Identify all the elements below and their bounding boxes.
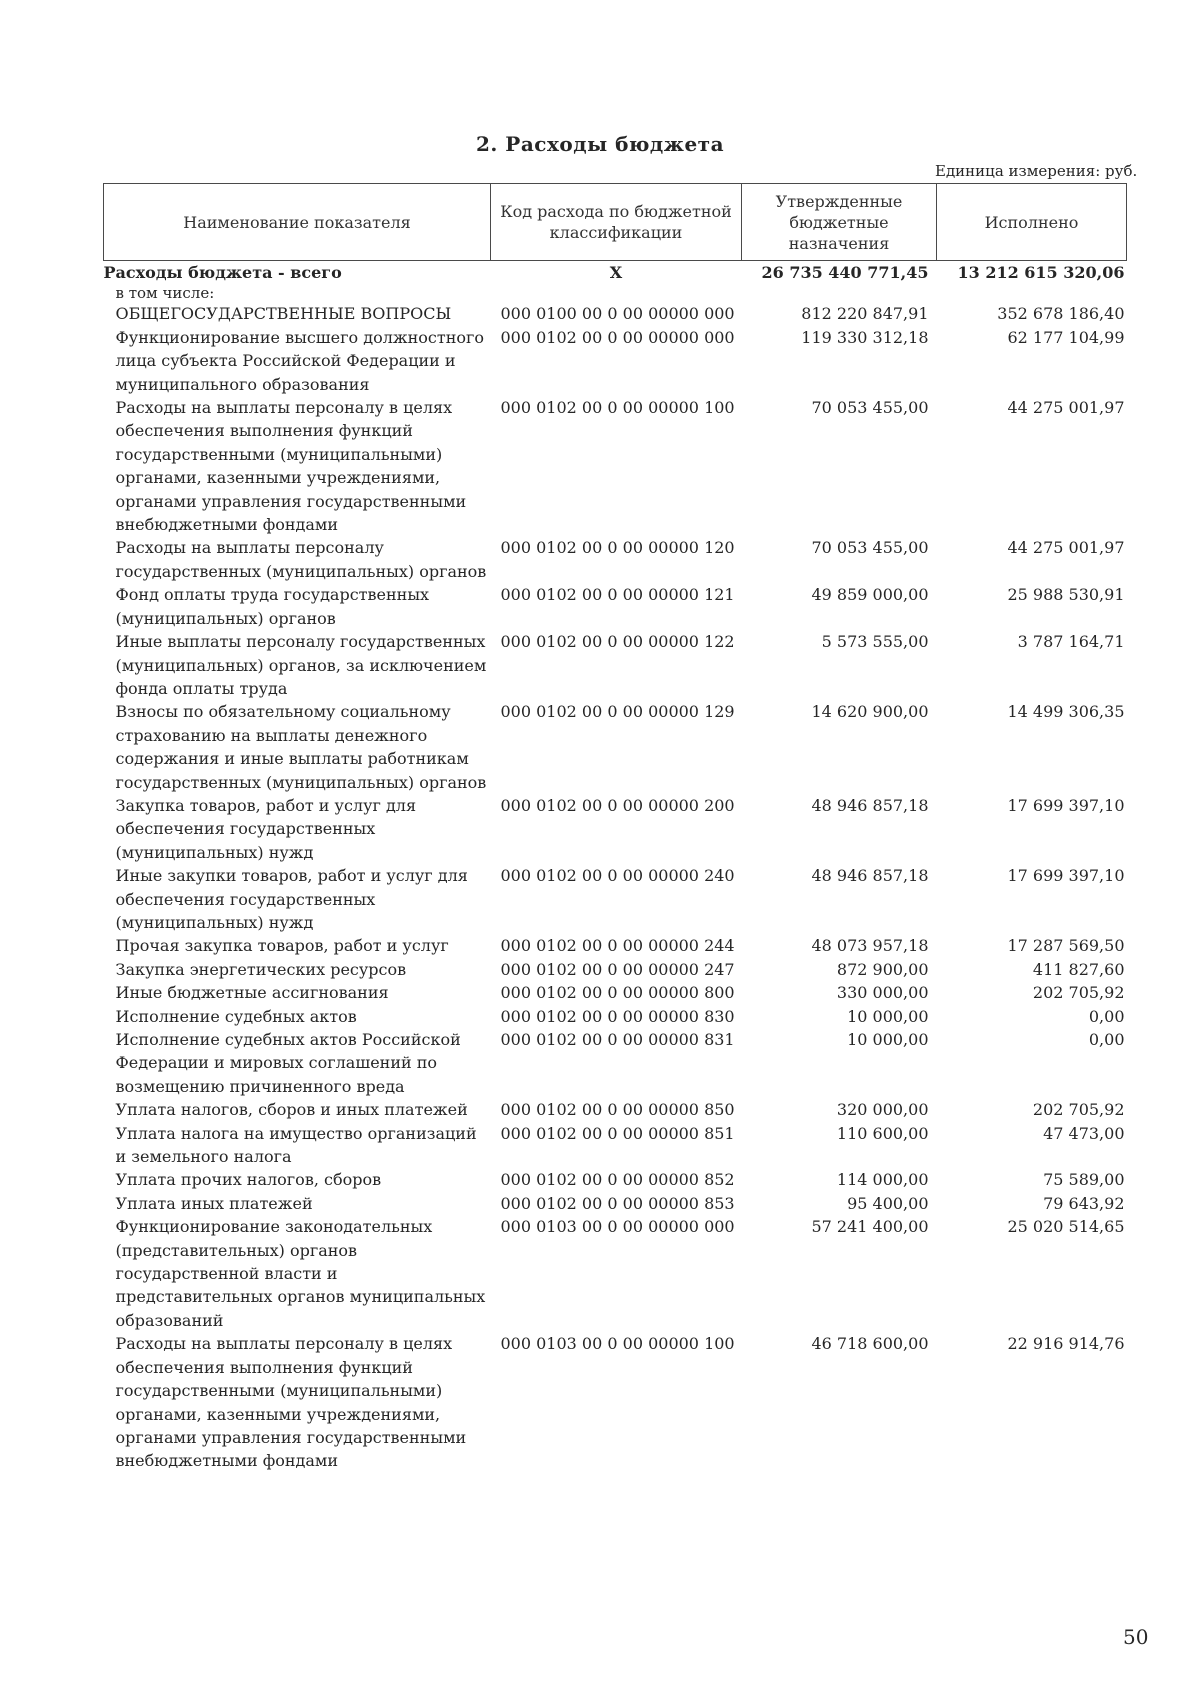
row-code: 000 0102 00 0 00 00000 240 [500,866,735,886]
row-code: 000 0103 00 0 00 00000 000 [500,1217,735,1237]
row-code: 000 0102 00 0 00 00000 831 [500,1030,735,1049]
row-executed: 411 827,60 [1032,959,1125,979]
row-executed: 202 705,92 [1032,1100,1125,1120]
row-approved: 330 000,00 [836,983,929,1003]
row-name: Иные бюджетные ассигнования [115,983,389,1003]
row-code: 000 0102 00 0 00 00000 852 [500,1170,735,1190]
row-code: 000 0102 00 0 00 00000 100 [500,398,735,418]
row-approved: 10 000,00 [847,1030,929,1049]
header-approved: Утвержденные бюджетные назначения [742,184,937,261]
row-executed: 17 287 569,50 [1007,936,1125,956]
table-row [104,1005,1127,1028]
row-code: 000 0102 00 0 00 00000 121 [500,585,735,605]
total-executed: 13 212 615 320,06 [957,263,1125,282]
row-name: Функционирование законодательных (представительных) органов государственной власти и представительных органов муниципальных образований [115,1217,486,1330]
row-name: Исполнение судебных актов Российской Федерации и мировых соглашений по возмещению причиненного вреда [115,1030,461,1096]
table-row [104,700,1127,794]
row-approved: 812 220 847,91 [801,304,929,324]
row-name: Расходы на выплаты персоналу в целях обеспечения выполнения функций государственными (муниципальными) органами, казенными учреждениями, органами управления государственными внебюджетными фондами [115,398,467,535]
row-executed: 44 275 001,97 [1007,398,1125,418]
row-name: Уплата налога на имущество организаций и земельного налога [115,1123,477,1167]
row-name: Взносы по обязательному социальному страхованию на выплаты денежного содержания и иные выплаты работникам государственных (муниципальных) органов [115,702,487,792]
row-approved: 5 573 555,00 [821,632,929,652]
row-code: 000 0102 00 0 00 00000 851 [500,1123,735,1143]
row-executed: 17 699 397,10 [1007,866,1125,886]
table-row [104,583,1127,630]
subtitle: в том числе: [115,284,215,303]
subtitle-row [104,284,1127,302]
table-row [104,630,1127,700]
row-executed: 47 473,00 [1043,1123,1125,1143]
table-row [104,326,1127,396]
expenses-table [103,183,1127,1473]
row-name: Закупка товаров, работ и услуг для обеспечения государственных (муниципальных) нужд [115,795,417,862]
row-approved: 70 053 455,00 [811,398,929,418]
row-executed: 0,00 [1088,1006,1125,1026]
row-name: Закупка энергетических ресурсов [115,959,407,979]
row-approved: 10 000,00 [847,1006,929,1026]
table-row [104,1192,1127,1215]
row-code: 000 0102 00 0 00 00000 122 [500,632,735,652]
row-approved: 48 946 857,18 [811,795,929,815]
row-code: 000 0102 00 0 00 00000 000 [500,327,735,347]
row-code: 000 0102 00 0 00 00000 850 [500,1100,735,1120]
row-code: 000 0102 00 0 00 00000 247 [500,959,735,979]
total-code: Х [609,263,623,282]
table-header-row [104,184,1127,261]
row-approved: 110 600,00 [836,1123,929,1143]
row-code: 000 0102 00 0 00 00000 800 [500,983,735,1003]
row-code: 000 0102 00 0 00 00000 120 [500,538,735,558]
row-name: Расходы на выплаты персоналу государственных (муниципальных) органов [115,538,487,581]
row-name: Прочая закупка товаров, работ и услуг [115,936,449,956]
table-row [104,794,1127,864]
row-approved: 872 900,00 [836,959,929,979]
table-row [104,981,1127,1004]
row-name: Иные закупки товаров, работ и услуг для обеспечения государственных (муниципальных) нужд [115,866,468,932]
row-code: 000 0102 00 0 00 00000 244 [500,936,735,956]
row-name: Фонд оплаты труда государственных (муниципальных) органов [115,585,430,628]
row-executed: 202 705,92 [1032,983,1125,1003]
row-approved: 119 330 312,18 [801,327,929,347]
row-code: 000 0102 00 0 00 00000 830 [500,1006,735,1026]
row-approved: 48 946 857,18 [811,866,929,886]
table-row [104,1215,1127,1332]
header-code: Код расхода по бюджетной классификации [491,184,742,261]
row-executed: 352 678 186,40 [997,304,1125,324]
table-row [104,958,1127,981]
row-name: Функционирование высшего должностного лица субъекта Российской Федерации и муниципального образования [115,327,485,394]
header-executed: Исполнено [937,184,1127,261]
row-approved: 46 718 600,00 [811,1334,929,1354]
table-row [104,1122,1127,1169]
row-name: ОБЩЕГОСУДАРСТВЕННЫЕ ВОПРОСЫ [115,304,452,324]
header-name: Наименование показателя [104,184,491,261]
row-approved: 114 000,00 [836,1170,929,1190]
total-row [104,261,1127,285]
row-approved: 57 241 400,00 [811,1217,929,1237]
total-name: Расходы бюджета - всего [103,263,342,282]
row-approved: 14 620 900,00 [811,702,929,722]
row-approved: 70 053 455,00 [811,538,929,558]
row-executed: 44 275 001,97 [1007,538,1125,558]
table-row [104,536,1127,583]
row-name: Уплата прочих налогов, сборов [115,1170,382,1190]
row-code: 000 0100 00 0 00 00000 000 [500,304,735,324]
row-executed: 79 643,92 [1043,1193,1125,1213]
row-executed: 3 787 164,71 [1017,632,1125,652]
table-row [104,396,1127,536]
row-name: Уплата налогов, сборов и иных платежей [115,1100,468,1120]
row-approved: 95 400,00 [847,1193,929,1213]
row-name: Исполнение судебных актов [115,1006,357,1026]
table-row [104,1332,1127,1472]
row-code: 000 0102 00 0 00 00000 200 [500,795,735,815]
row-code: 000 0102 00 0 00 00000 853 [500,1193,735,1213]
row-executed: 25 988 530,91 [1007,585,1125,605]
row-executed: 14 499 306,35 [1007,702,1125,722]
row-executed: 25 020 514,65 [1007,1217,1125,1237]
row-code: 000 0103 00 0 00 00000 100 [500,1334,735,1354]
table-row [104,1168,1127,1191]
row-name: Иные выплаты персоналу государственных (муниципальных) органов, за исключением фонда оплаты труда [115,632,487,698]
row-name: Расходы на выплаты персоналу в целях обеспечения выполнения функций государственными (муниципальными) органами, казенными учреждениями, органами управления государственными внебюджетными фондами [115,1334,467,1471]
table-row [104,1028,1127,1098]
table-row [104,864,1127,934]
page-number: 50 [1123,1625,1149,1649]
row-approved: 48 073 957,18 [811,936,929,956]
page-title: 2. Расходы бюджета [475,132,725,156]
row-approved: 320 000,00 [836,1100,929,1120]
row-executed: 0,00 [1088,1030,1125,1049]
total-approved: 26 735 440 771,45 [761,263,929,282]
row-code: 000 0102 00 0 00 00000 129 [500,702,735,722]
row-executed: 62 177 104,99 [1007,327,1125,347]
row-name: Уплата иных платежей [115,1193,313,1213]
row-executed: 75 589,00 [1043,1170,1125,1190]
row-approved: 49 859 000,00 [811,585,929,605]
unit-of-measure: Единица измерения: руб. [935,162,1138,180]
row-executed: 22 916 914,76 [1007,1334,1125,1354]
row-executed: 17 699 397,10 [1007,795,1125,815]
table-row [104,302,1127,325]
table-row [104,1098,1127,1121]
table-row [104,934,1127,957]
